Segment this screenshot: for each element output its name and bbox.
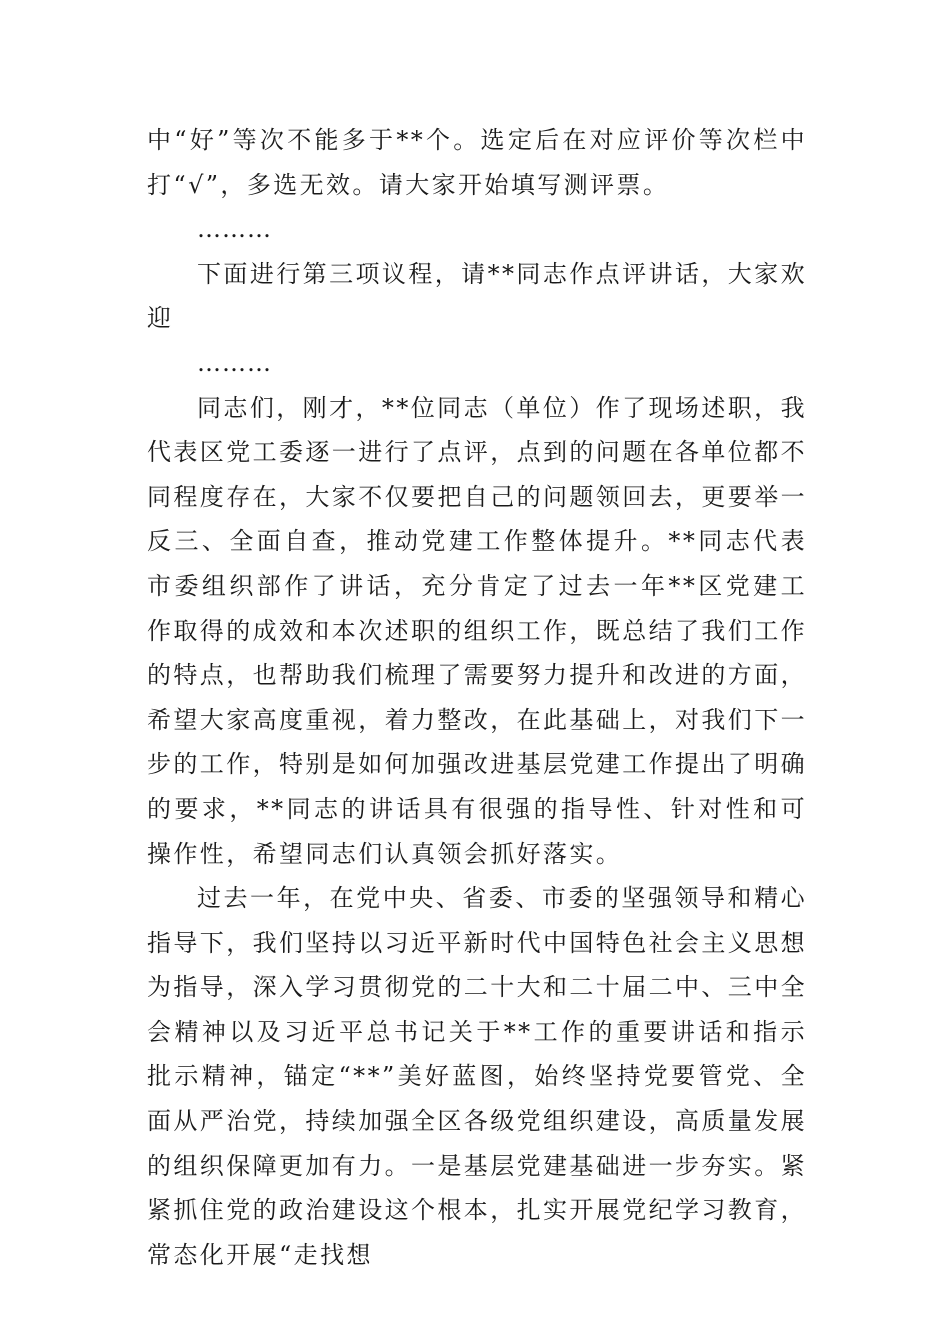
paragraph-third-agenda: 下面进行第三项议程，请**同志作点评讲话，大家欢迎 — [147, 259, 807, 333]
paragraph-review-summary: 同志们，刚才，**位同志（单位）作了现场述职，我代表区党工委逐一进行了点评，点到的问题在各单位都不同程度存在，大家不仅要把自己的问题领回去，更要举一反三、全面自查，推动党建工作整体提升。**同志代表市委组织部作了讲话，充分肯定了过去一年**区党建工作取得的成效和本次述职的组织工作，既总结了我们工作的特点，也帮助我们梳理了需要努力提升和改进的方面，希望大家高度重视，着力整改，在此基础上，对我们下一步的工作，特别是如何加强改进基层党建工作提出了明确的要求，**同志的讲话具有很强的指导性、针对性和可操作性，希望同志们认真领会抓好落实。 — [147, 393, 807, 868]
paragraph-past-year: 过去一年，在党中央、省委、市委的坚强领导和精心指导下，我们坚持以习近平新时代中国特色社会主义思想为指导，深入学习贯彻党的二十大和二十届二中、三中全会精神以及习近平总书记关于**工作的重要讲话和指示批示精神，锚定“**”美好蓝图，始终坚持党要管党、全面从严治党，持续加强全区各级党组织建设，高质量发展的组织保障更加有力。一是基层党建基础进一步夯实。紧紧抓住党的政治建设这个根本，扎实开展党纪学习教育，常态化开展“走找想 — [147, 884, 807, 1269]
paragraph-evaluation-instructions: 中“好”等次不能多于**个。选定后在对应评价等次栏中打“√”，多选无效。请大家开始填写测评票。 — [147, 126, 807, 199]
document-body — [147, 118, 807, 1277]
ellipsis-line: ……… — [197, 348, 272, 377]
ellipsis-line: ……… — [197, 215, 272, 244]
